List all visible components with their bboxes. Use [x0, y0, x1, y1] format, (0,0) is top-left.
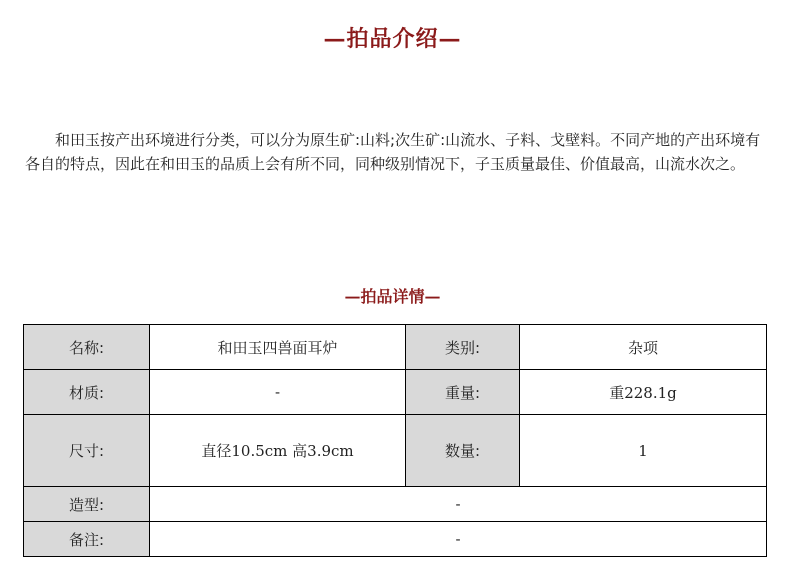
shape-value: - [150, 487, 767, 522]
table-row [24, 370, 767, 415]
intro-text: 和田玉按产出环境进行分类，可以分为原生矿:山料;次生矿:山流水、子料、戈壁料。不同产地的产出环境有各自的特点，因此在和田玉的品质上会有所不同，同种级别情况下，子玉质量最佳、价值最高，山流水次之。 [25, 131, 761, 173]
material-label: 材质: [24, 370, 150, 415]
category-value: 杂项 [520, 325, 767, 370]
notes-label: 备注: [24, 522, 150, 557]
material-value: - [150, 370, 406, 415]
table-row [24, 325, 767, 370]
notes-value: - [150, 522, 767, 557]
intro-title: —拍品介绍— [323, 26, 462, 52]
size-label: 尺寸: [24, 415, 150, 487]
weight-label: 重量: [406, 370, 520, 415]
quantity-value: 1 [520, 415, 767, 487]
table-row [24, 415, 767, 487]
shape-label: 造型: [24, 487, 150, 522]
details-table [23, 324, 767, 557]
name-label: 名称: [24, 325, 150, 370]
name-value: 和田玉四兽面耳炉 [150, 325, 406, 370]
category-label: 类别: [406, 325, 520, 370]
quantity-label: 数量: [406, 415, 520, 487]
weight-value: 重228.1g [520, 370, 767, 415]
table-row [24, 487, 767, 522]
details-title: —拍品详情— [344, 287, 441, 306]
size-value: 直径10.5cm 高3.9cm [150, 415, 406, 487]
table-row [24, 522, 767, 557]
